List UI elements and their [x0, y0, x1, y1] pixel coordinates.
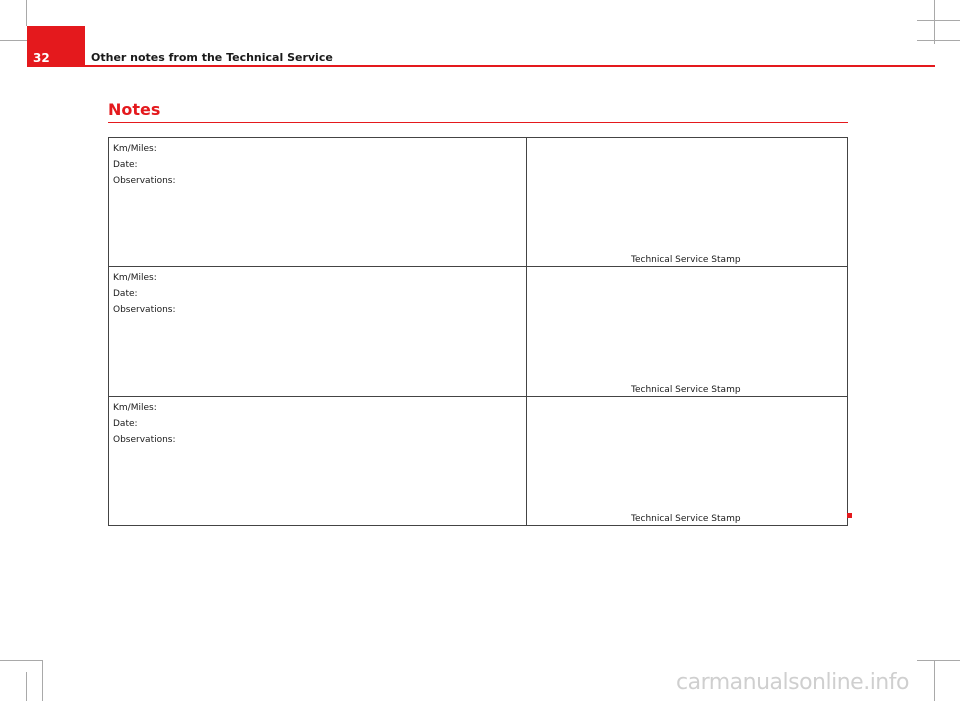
note-entry [109, 267, 847, 396]
stamp-label: Technical Service Stamp [631, 513, 741, 524]
crop-mark [917, 40, 960, 41]
date-label: Date: [113, 289, 138, 300]
stamp-area [527, 138, 847, 266]
watermark: carmanualsonline.info [676, 670, 909, 695]
km-miles-label: Km/Miles: [113, 144, 157, 154]
note-fields [109, 267, 527, 395]
crop-mark [26, 672, 27, 701]
crop-mark [26, 0, 27, 26]
end-of-section-marker [847, 513, 852, 518]
km-miles-label: Km/Miles: [113, 402, 157, 413]
note-fields [109, 138, 527, 266]
observations-label: Observations: [113, 176, 176, 186]
date-label: Date: [113, 160, 138, 170]
stamp-area [527, 397, 847, 525]
section-title: Notes [108, 100, 161, 119]
chapter-title: Other notes from the Technical Service [91, 51, 333, 64]
crop-mark [42, 660, 43, 701]
section-divider [108, 122, 848, 123]
notes-table [108, 137, 848, 526]
stamp-label: Technical Service Stamp [631, 255, 741, 266]
page-number: 32 [27, 26, 85, 66]
stamp-area [527, 267, 847, 395]
stamp-label: Technical Service Stamp [631, 384, 741, 395]
km-miles-label: Km/Miles: [113, 273, 157, 284]
date-label: Date: [113, 418, 138, 429]
crop-mark [934, 660, 935, 701]
note-fields [109, 397, 527, 525]
crop-mark [917, 660, 960, 661]
crop-mark [917, 20, 960, 21]
observations-label: Observations: [113, 434, 176, 445]
note-entry [109, 397, 847, 525]
crop-mark [934, 0, 935, 44]
header-divider [27, 65, 935, 67]
note-entry [109, 138, 847, 267]
observations-label: Observations: [113, 305, 176, 316]
crop-mark [0, 660, 43, 661]
